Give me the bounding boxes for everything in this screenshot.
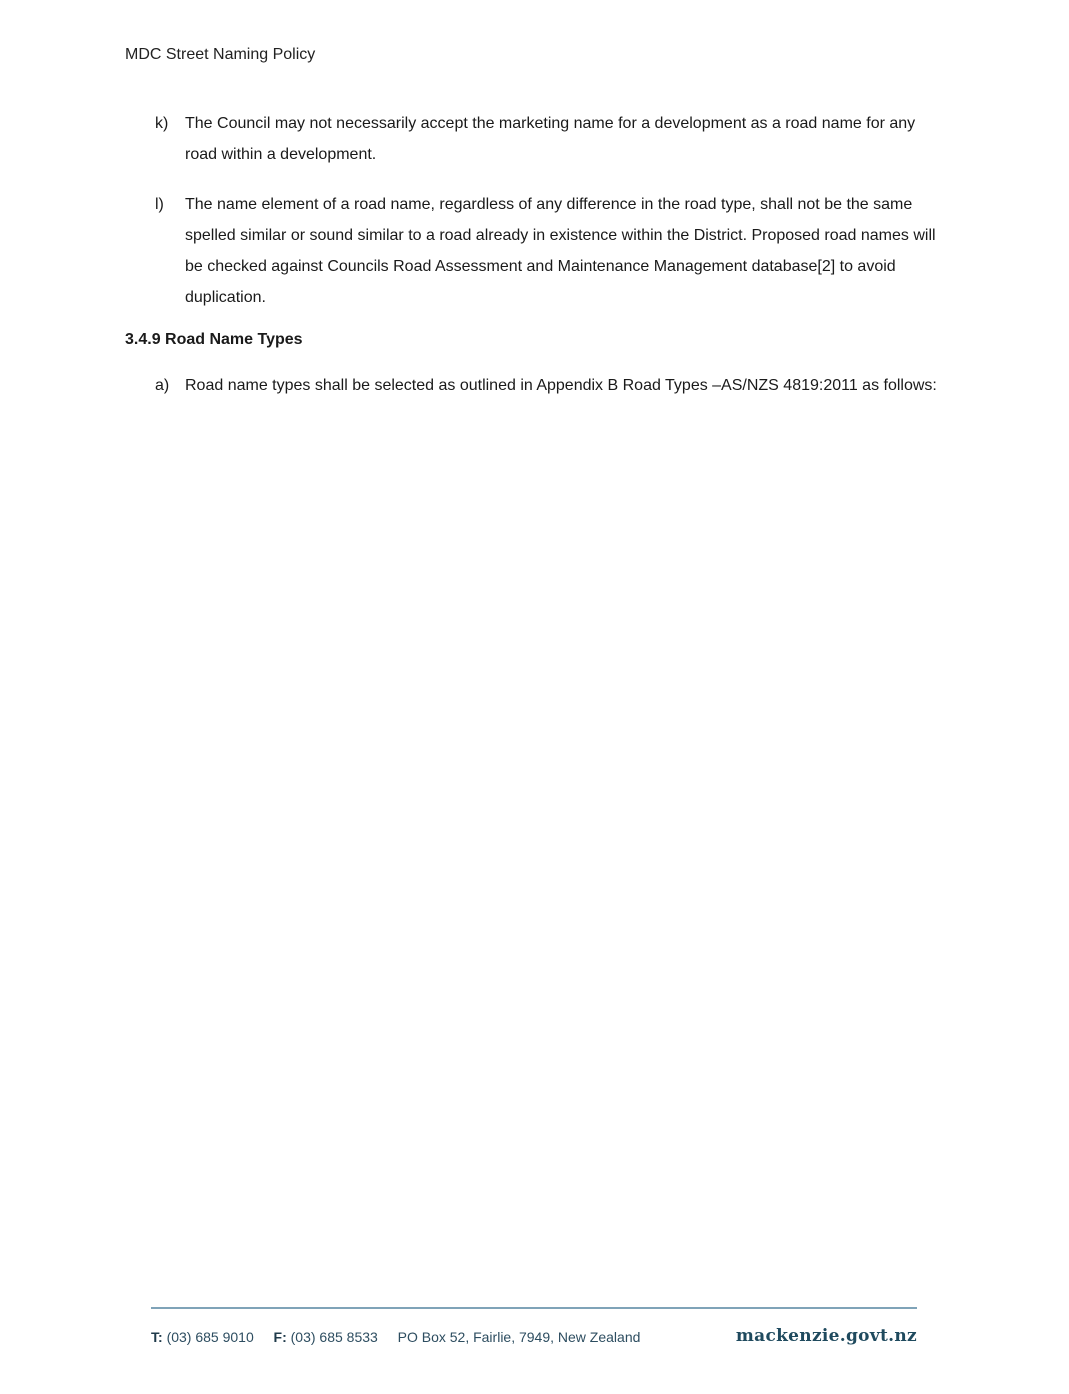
phone-label: T: [151, 1329, 163, 1345]
list-text: The name element of a road name, regardless of any difference in the road type, shall not be the same spelled similar or sound similar to a road already in existence within the District. Proposed road names will be checked against Councils Road Assessment and Maintenance Management database[2] to avoid duplication. [185, 196, 936, 306]
fax-number: (03) 685 8533 [290, 1329, 378, 1345]
list-text: The Council may not necessarily accept the marketing name for a development as a road name for any road within a development. [185, 115, 916, 163]
footer-contact [151, 1327, 640, 1347]
footer-divider [151, 1307, 917, 1309]
postal-address: PO Box 52, Fairlie, 7949, New Zealand [397, 1329, 641, 1345]
list-item-l [155, 189, 945, 313]
fax-label: F: [273, 1329, 287, 1345]
list-item-a [155, 370, 945, 401]
list-marker: l) [155, 196, 164, 213]
phone-number: (03) 685 9010 [166, 1329, 254, 1345]
list-marker: k) [155, 115, 169, 132]
list-item-k [155, 108, 945, 170]
list-marker: a) [155, 377, 170, 394]
section-heading: 3.4.9 Road Name Types [125, 331, 303, 348]
list-text: Road name types shall be selected as outlined in Appendix B Road Types –AS/NZS 4819:2011 as follows: [185, 377, 937, 394]
website-link[interactable]: mackenzie.govt.nz [735, 1326, 917, 1346]
document-title: MDC Street Naming Policy [125, 46, 316, 63]
